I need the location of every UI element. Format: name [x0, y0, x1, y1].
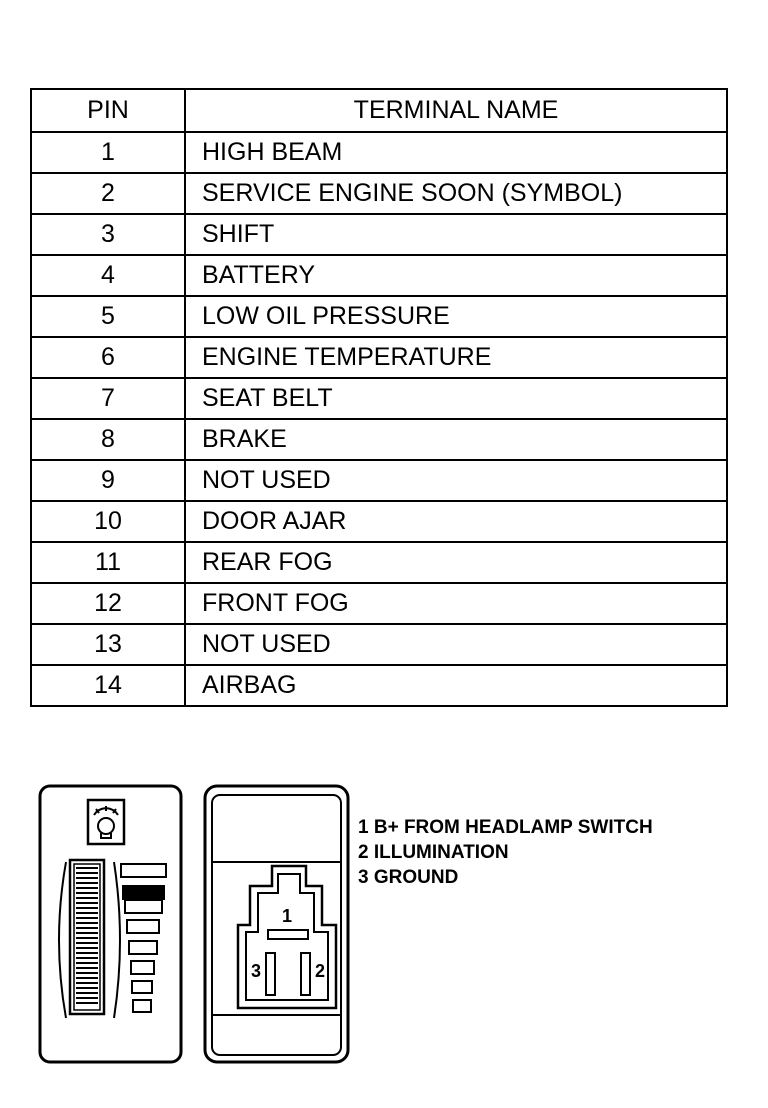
terminal-name: FRONT FOG: [185, 583, 727, 624]
brightness-level-icon: [121, 864, 166, 1012]
terminal-name: SEAT BELT: [185, 378, 727, 419]
legend-item-1: 1 B+ FROM HEADLAMP SWITCH: [358, 817, 653, 838]
pin-number: 11: [31, 542, 185, 583]
connector-rear-view: [205, 786, 348, 1062]
pin-number: 13: [31, 624, 185, 665]
pin-number: 9: [31, 460, 185, 501]
terminal-name: BRAKE: [185, 419, 727, 460]
pin-number: 8: [31, 419, 185, 460]
pin-number: 5: [31, 296, 185, 337]
legend-item-3: 3 GROUND: [358, 867, 459, 888]
terminal-name: AIRBAG: [185, 665, 727, 706]
terminal-name: HIGH BEAM: [185, 132, 727, 173]
terminal-name: BATTERY: [185, 255, 727, 296]
dimmer-thumbwheel-icon: [59, 860, 120, 1018]
dimmer-switch-front: [40, 786, 181, 1062]
header-terminal-name: TERMINAL NAME: [185, 89, 727, 132]
pin-number: 4: [31, 255, 185, 296]
terminal-name: SHIFT: [185, 214, 727, 255]
pin-number: 6: [31, 337, 185, 378]
terminal-2: [301, 953, 310, 995]
terminal-name: NOT USED: [185, 624, 727, 665]
pin-number: 7: [31, 378, 185, 419]
terminal-3: [266, 953, 275, 995]
terminal-name: SERVICE ENGINE SOON (SYMBOL): [185, 173, 727, 214]
headlamp-dimmer-icon: [88, 800, 124, 844]
legend-item-2: 2 ILLUMINATION: [358, 842, 509, 863]
pin-number: 3: [31, 214, 185, 255]
pin-number: 1: [31, 132, 185, 173]
terminal-name: REAR FOG: [185, 542, 727, 583]
terminal-name: ENGINE TEMPERATURE: [185, 337, 727, 378]
pin-number: 2: [31, 173, 185, 214]
terminal-3-label: 3: [251, 961, 262, 981]
terminal-2-label: 2: [315, 961, 326, 981]
header-pin: PIN: [31, 89, 185, 132]
terminal-legend: [358, 815, 653, 890]
terminal-1-label: 1: [282, 906, 293, 926]
terminal-name: DOOR AJAR: [185, 501, 727, 542]
pin-number: 12: [31, 583, 185, 624]
terminal-name: LOW OIL PRESSURE: [185, 296, 727, 337]
terminal-1: [268, 930, 308, 939]
terminal-name: NOT USED: [185, 460, 727, 501]
pin-number: 14: [31, 665, 185, 706]
pin-number: 10: [31, 501, 185, 542]
